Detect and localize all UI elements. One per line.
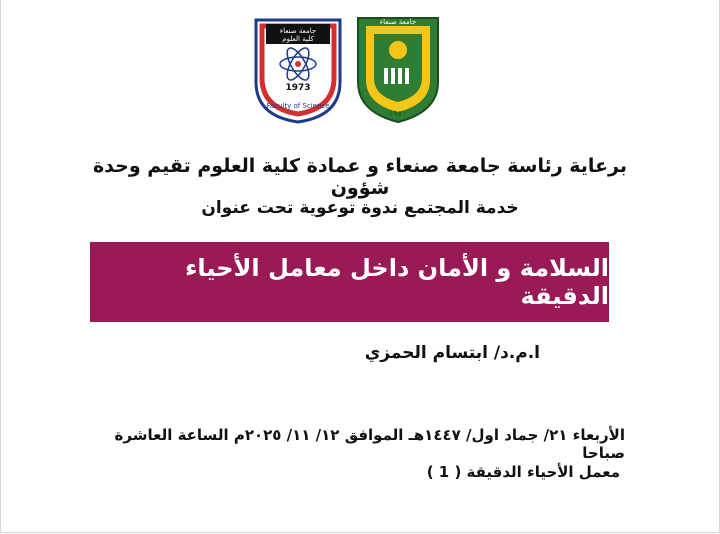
intro-line-2: خدمة المجتمع ندوة توعوية تحت عنوان bbox=[201, 198, 519, 218]
schedule-line: الأربعاء ٢١/ جماد اول/ ١٤٤٧هـ الموافق ١٢/ ١١/ ٢٠٢٥م الساعة العاشرة صباحا bbox=[114, 426, 625, 462]
svg-text:كلية العلوم: كلية العلوم bbox=[282, 35, 314, 43]
faculty-of-science-logo bbox=[248, 12, 348, 124]
svg-text:Faculty of Science: Faculty of Science bbox=[266, 102, 330, 110]
seminar-title: السلامة و الأمان داخل معامل الأحياء الدقيقة bbox=[185, 254, 609, 310]
location-line: معمل الأحياء الدقيقة ( 1 ) bbox=[426, 463, 620, 481]
title-banner bbox=[90, 242, 609, 322]
intro-line-1: برعاية رئاسة جامعة صنعاء و عمادة كلية العلوم تقيم وحدة شؤون bbox=[92, 155, 628, 199]
logos-row bbox=[0, 12, 720, 124]
svg-text:جامعة صنعاء: جامعة صنعاء bbox=[279, 27, 317, 35]
svg-text:جامعة صنعاء: جامعة صنعاء bbox=[379, 18, 417, 26]
presenter-name: ا.م.د/ ابتسام الحمزي bbox=[364, 343, 540, 363]
sanaa-university-logo bbox=[352, 12, 444, 124]
svg-text:1973: 1973 bbox=[285, 83, 311, 93]
svg-text:١٩٧٠: ١٩٧٠ bbox=[389, 109, 407, 118]
